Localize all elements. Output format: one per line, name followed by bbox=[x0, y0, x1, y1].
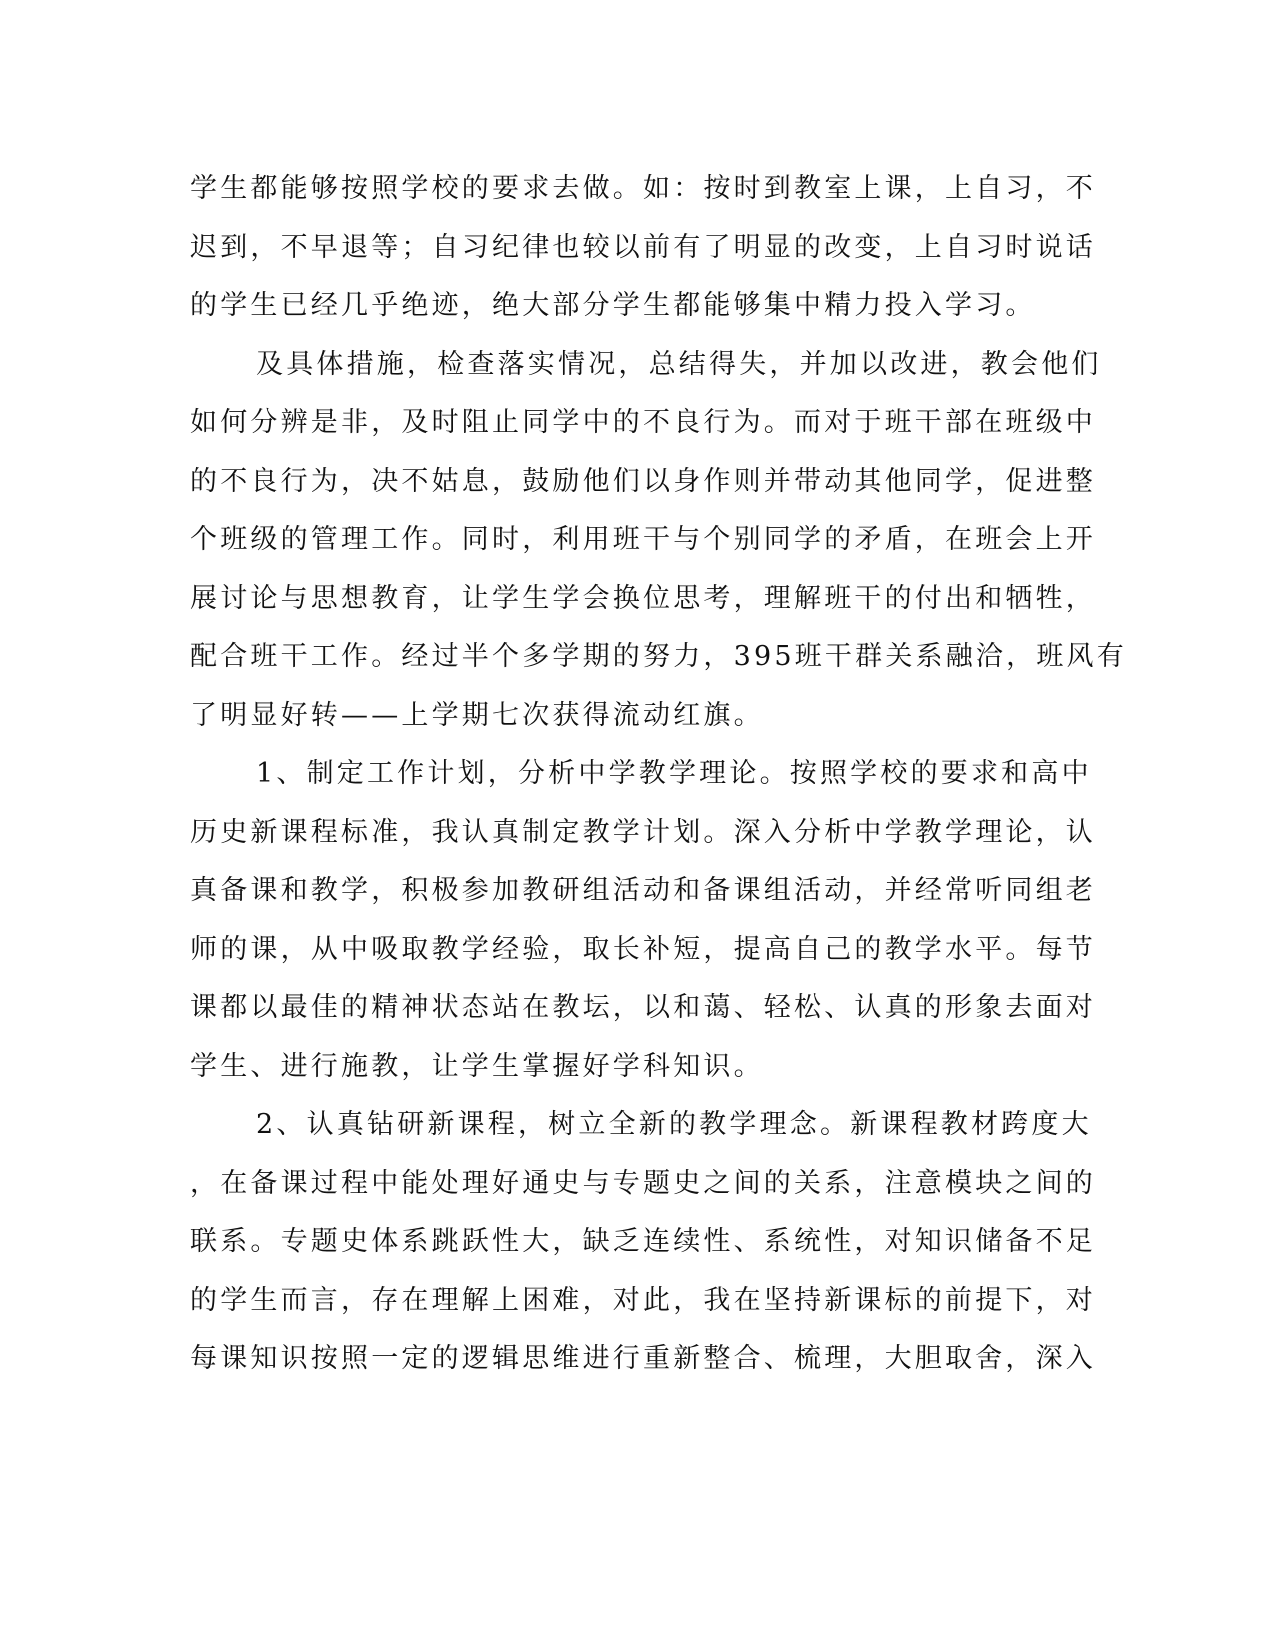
paragraph-4 bbox=[190, 1096, 1096, 1389]
text-line: ，在备课过程中能处理好通史与专题史之间的关系，注意模块之间的 bbox=[190, 1167, 1096, 1199]
paragraph-1 bbox=[190, 160, 1096, 336]
text-line: 迟到，不早退等；自习纪律也较以前有了明显的改变，上自习时说话 bbox=[190, 231, 1096, 263]
body-text bbox=[190, 160, 1127, 1389]
text-line: 展讨论与思想教育，让学生学会换位思考，理解班干的付出和牺牲， bbox=[190, 582, 1096, 614]
text-line: 联系。专题史体系跳跃性大，缺乏连续性、系统性，对知识储备不足 bbox=[190, 1226, 1096, 1257]
text-line: 课都以最佳的精神状态站在教坛，以和蔼、轻松、认真的形象去面对 bbox=[190, 992, 1096, 1023]
text-line: 学生、进行施教，让学生掌握好学科知识。 bbox=[190, 1050, 764, 1082]
text-line: 的学生而言，存在理解上困难，对此，我在坚持新课标的前提下，对 bbox=[190, 1284, 1096, 1316]
text-line: 如何分辨是非，及时阻止同学中的不良行为。而对于班干部在班级中 bbox=[190, 407, 1096, 438]
text-line: 历史新课程标准，我认真制定教学计划。深入分析中学教学理论，认 bbox=[190, 816, 1096, 848]
text-line: 个班级的管理工作。同时，利用班干与个别同学的矛盾，在班会上开 bbox=[190, 524, 1096, 555]
text-line: 的不良行为，决不姑息，鼓励他们以身作则并带动其他同学，促进整 bbox=[190, 465, 1096, 497]
text-line: 的学生已经几乎绝迹，绝大部分学生都能够集中精力投入学习。 bbox=[190, 290, 1036, 321]
text-line: 学生都能够按照学校的要求去做。如：按时到教室上课，上自习，不 bbox=[190, 173, 1096, 204]
text-line: 每课知识按照一定的逻辑思维进行重新整合、梳理，大胆取舍，深入 bbox=[190, 1343, 1096, 1374]
text-line: 配合班干工作。经过半个多学期的努力，395班干群关系融洽，班风有 bbox=[190, 641, 1127, 672]
text-line: 1、制定工作计划，分析中学教学理论。按照学校的要求和高中 bbox=[256, 758, 1092, 789]
paragraph-3 bbox=[190, 745, 1096, 1096]
text-line: 师的课，从中吸取教学经验，取长补短，提高自己的教学水平。每节 bbox=[190, 933, 1096, 965]
text-line: 真备课和教学，积极参加教研组活动和备课组活动，并经常听同组老 bbox=[190, 875, 1096, 906]
text-line: 2、认真钻研新课程，树立全新的教学理念。新课程教材跨度大 bbox=[256, 1109, 1092, 1140]
text-line: 及具体措施，检查落实情况，总结得失，并加以改进，教会他们 bbox=[256, 348, 1102, 380]
paragraph-2 bbox=[190, 336, 1127, 746]
text-line: 了明显好转——上学期七次获得流动红旗。 bbox=[190, 699, 764, 731]
